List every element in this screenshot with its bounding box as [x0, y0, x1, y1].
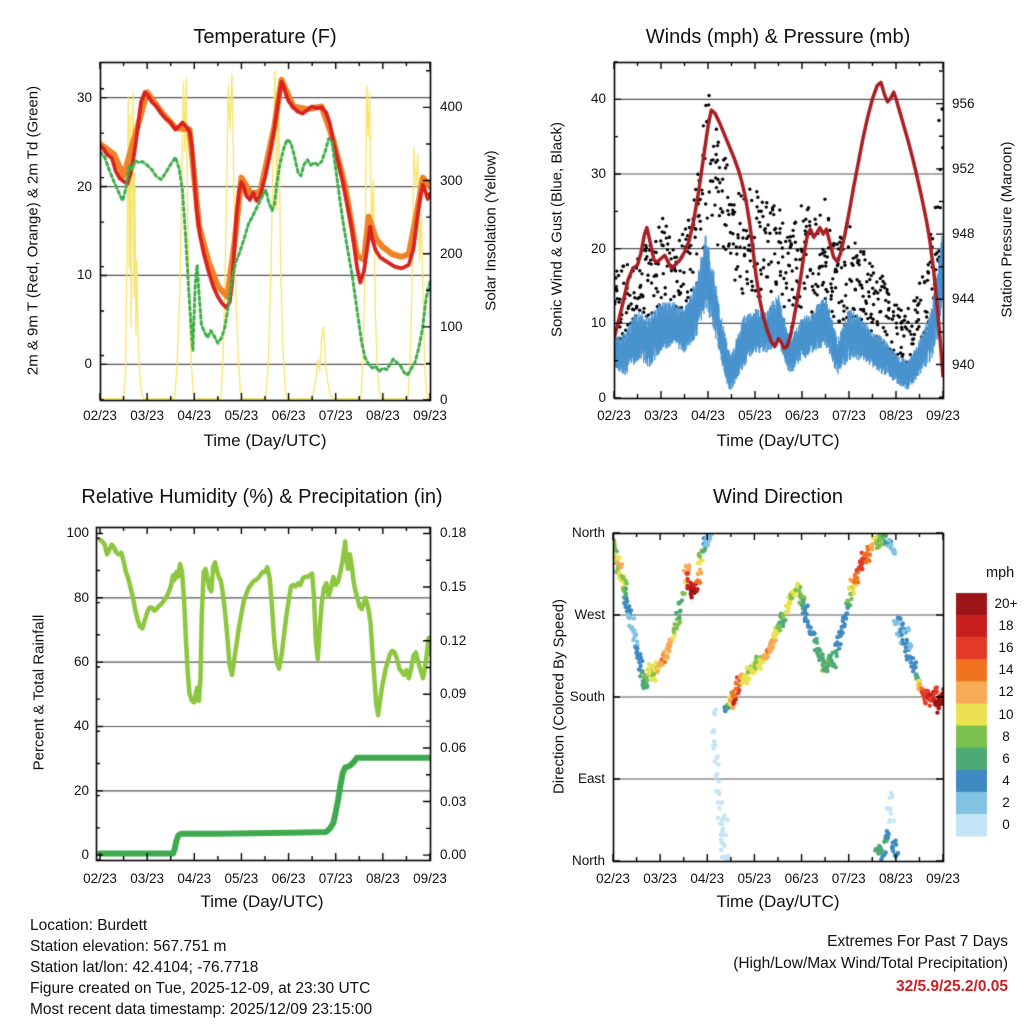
tick-label: 20 [76, 178, 92, 194]
tick-label: 400 [440, 99, 463, 115]
tick-label: 02/23 [596, 871, 630, 886]
tick-label: 03/23 [643, 871, 678, 886]
tick-label: 05/23 [738, 408, 772, 423]
tick-label: 05/23 [224, 408, 259, 423]
footer-created: Figure created on Tue, 2025-12-09, at 23:30 UTC [30, 980, 371, 997]
tick-label: West [574, 607, 605, 622]
tick-label: 40 [590, 91, 606, 107]
tick-label: 30 [76, 89, 92, 105]
tick-label: 60 [73, 654, 89, 670]
tick-label: East [577, 771, 605, 786]
tick-label: 08/23 [878, 871, 913, 886]
tick-label: 04/23 [177, 408, 212, 423]
tick-label: 956 [952, 95, 975, 111]
ylabel-percent-rainfall: Percent & Total Rainfall [30, 614, 48, 771]
tick-label: 06/23 [785, 408, 819, 423]
tick-label: 0.06 [440, 739, 467, 755]
tick-label: 0 [598, 390, 606, 405]
ylabel-solar-insolation: Solar Insolation (Yellow) [482, 150, 500, 311]
tick-label: 04/23 [690, 871, 725, 886]
tick-label: 8 [1002, 728, 1010, 744]
ylabel-wind-direction: Direction (Colored By Speed) [550, 598, 568, 795]
tick-label: 07/23 [318, 408, 353, 423]
footer-timestamp: Most recent data timestamp: 2025/12/09 23:15:00 [30, 1001, 373, 1018]
tick-label: 0.18 [440, 525, 467, 541]
tick-label: 14 [998, 662, 1014, 678]
tick-label: 0 [81, 847, 89, 863]
tick-label: 2 [1002, 794, 1010, 810]
tick-label: 300 [440, 172, 463, 188]
xlabel-wind-direction: Time (Day/UTC) [716, 892, 840, 911]
tick-label: 03/23 [130, 408, 165, 423]
tick-label: 40 [73, 718, 89, 734]
tick-label: 0 [84, 356, 92, 372]
tick-label: 0.15 [440, 579, 467, 595]
tick-label: 100 [66, 525, 89, 541]
tick-label: 16 [998, 640, 1014, 656]
tick-label: 07/23 [318, 871, 353, 886]
tick-label: 200 [440, 245, 463, 261]
tick-label: 09/23 [926, 408, 960, 423]
ylabel-station-pressure: Station Pressure (Maroon) [998, 141, 1016, 318]
tick-label: 06/23 [271, 871, 306, 886]
extremes-subtitle: (High/Low/Max Wind/Total Precipitation) [733, 955, 1008, 972]
tick-label: 20 [590, 240, 606, 256]
tick-label: 0.09 [440, 686, 467, 702]
tick-label: 948 [952, 226, 975, 242]
tick-label: 10 [590, 315, 606, 331]
footer-location: Location: Burdett [30, 917, 148, 934]
tick-label: 100 [440, 318, 463, 334]
tick-label: 02/23 [83, 871, 117, 886]
tick-label: 12 [998, 684, 1014, 700]
extremes-values: 32/5.9/25.2/0.05 [895, 978, 1008, 995]
tick-label: 0 [1002, 817, 1010, 832]
tick-label: 952 [952, 160, 975, 176]
tick-label: 02/23 [83, 408, 117, 423]
tick-label: 30 [590, 166, 606, 181]
tick-label: 10 [76, 267, 92, 283]
tick-label: 05/23 [224, 871, 259, 886]
tick-label: North [571, 525, 605, 540]
tick-label: 0 [440, 392, 448, 407]
tick-label: 20+ [994, 596, 1018, 611]
tick-label: 6 [1002, 750, 1010, 766]
tick-label: 4 [1002, 772, 1010, 788]
tick-label: 09/23 [413, 871, 447, 886]
tick-label: 09/23 [413, 408, 447, 423]
chart-title-wind-direction: Wind Direction [712, 486, 844, 508]
tick-label: 940 [952, 356, 975, 372]
tick-label: 07/23 [831, 871, 866, 886]
tick-label: 0.00 [440, 847, 467, 863]
tick-label: 03/23 [130, 871, 165, 886]
colorbar-title: mph [986, 565, 1015, 581]
tick-label: 08/23 [365, 408, 400, 423]
tick-label: 08/23 [365, 871, 400, 886]
chart-title-winds-pressure: Winds (mph) & Pressure (mb) [645, 26, 911, 48]
tick-label: 0.03 [440, 793, 467, 809]
tick-label: 08/23 [879, 408, 913, 423]
footer-elevation: Station elevation: 567.751 m [30, 938, 227, 955]
tick-label: 0.12 [440, 632, 467, 648]
tick-label: 06/23 [784, 871, 819, 886]
tick-label: 10 [998, 706, 1014, 722]
chart-title-temperature: Temperature (F) [193, 26, 337, 48]
xlabel-winds-pressure: Time (Day/UTC) [716, 431, 840, 450]
footer-latlon: Station lat/lon: 42.4104; -76.7718 [30, 959, 259, 976]
tick-label: 07/23 [832, 408, 866, 423]
ylabel-temperature-left: 2m & 9m T (Red, Orange) & 2m Td (Green) [24, 85, 42, 376]
chart-title-humidity: Relative Humidity (%) & Precipitation (in) [81, 486, 443, 508]
tick-label: 944 [952, 291, 975, 307]
extremes-heading: Extremes For Past 7 Days [827, 933, 1008, 950]
tick-label: 03/23 [644, 408, 678, 423]
tick-label: 02/23 [597, 408, 631, 423]
tick-label: 20 [73, 782, 89, 798]
tick-label: 06/23 [271, 408, 306, 423]
tick-label: 04/23 [177, 871, 212, 886]
ylabel-sonic-wind: Sonic Wind & Gust (Blue, Black) [548, 121, 566, 338]
tick-label: 04/23 [691, 408, 725, 423]
tick-label: 09/23 [926, 871, 960, 886]
xlabel-humidity: Time (Day/UTC) [200, 892, 324, 911]
xlabel-temperature: Time (Day/UTC) [203, 431, 327, 450]
tick-label: South [569, 689, 605, 704]
tick-label: 80 [73, 589, 89, 605]
tick-label: 05/23 [737, 871, 772, 886]
tick-label: North [571, 853, 605, 868]
tick-label: 18 [998, 618, 1014, 634]
